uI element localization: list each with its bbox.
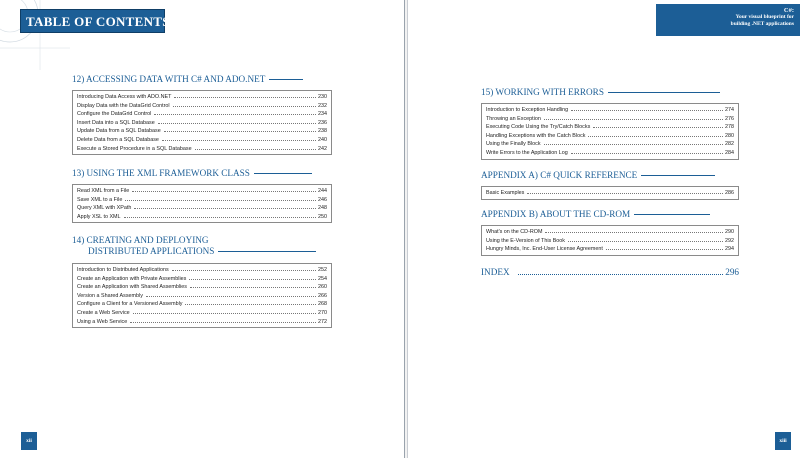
toc-entry[interactable]: Introducing Data Access with ADO.NET 230 [77, 94, 327, 100]
toc-entry[interactable]: Using a Web Service 272 [77, 318, 327, 325]
toc-entry[interactable]: Configure a Client for a Versioned Assembly 268 [77, 301, 327, 308]
entry-box [72, 90, 332, 155]
entry-box [481, 103, 739, 160]
toc-entry[interactable]: Executing Code Using the Try/Catch Blocks 278 [486, 124, 734, 131]
section-appendix-b [481, 209, 739, 256]
entry-box [481, 225, 739, 256]
section-heading: 14) CREATING AND DEPLOYING DISTRIBUTED APPLICATIONS [72, 235, 332, 260]
toc-entry[interactable]: Using the Finally Block 282 [486, 141, 734, 148]
toc-entry[interactable]: Display Data with the DataGrid Control 232 [77, 102, 327, 109]
toc-entry[interactable]: Insert Data into a SQL Database 236 [77, 119, 327, 126]
toc-entry[interactable]: Introduction to Distributed Applications 252 [77, 267, 327, 273]
section-heading: 13) USING THE XML FRAMEWORK CLASS [72, 168, 332, 181]
index-page: 296 [725, 267, 739, 277]
toc-entry[interactable]: Query XML with XPath 248 [77, 205, 327, 212]
entry-box [72, 184, 332, 223]
toc-entry[interactable]: Apply XSL to XML 250 [77, 213, 327, 220]
heading-rule [218, 251, 316, 252]
toc-entry[interactable]: Configure the DataGrid Control 234 [77, 111, 327, 118]
toc-entry[interactable]: Create a Web Service 270 [77, 309, 327, 316]
toc-entry[interactable]: Create an Application with Private Assemblies 254 [77, 275, 327, 282]
index-entry[interactable] [481, 267, 739, 277]
toc-title: TABLE OF CONTENTS [26, 14, 170, 29]
section-chapter-14 [72, 235, 332, 328]
toc-entry[interactable]: Update Data from a SQL Database 238 [77, 128, 327, 135]
index-leader [518, 274, 724, 275]
section-heading: 12) ACCESSING DATA WITH C# AND ADO.NET [72, 74, 332, 87]
toc-entry[interactable]: What's on the CD-ROM 290 [486, 229, 734, 235]
heading-rule [641, 175, 715, 176]
heading-rule [269, 79, 303, 80]
toc-entry[interactable]: Version a Shared Assembly 266 [77, 292, 327, 299]
toc-entry[interactable]: Basic Examples 286 [486, 190, 734, 196]
toc-banner [20, 9, 170, 33]
section-heading: APPENDIX B) ABOUT THE CD-ROM [481, 209, 739, 222]
section-chapter-13 [72, 168, 332, 223]
toc-entry[interactable]: Introduction to Exception Handling 274 [486, 107, 734, 113]
toc-entry[interactable]: Throwing an Exception 276 [486, 115, 734, 122]
entry-box [481, 186, 739, 200]
heading-rule [254, 173, 312, 174]
heading-rule [608, 92, 720, 93]
section-chapter-12 [72, 74, 332, 155]
section-heading: APPENDIX A) C# QUICK REFERENCE [481, 170, 739, 183]
heading-rule [634, 214, 710, 215]
toc-entry[interactable]: Save XML to a File 246 [77, 196, 327, 203]
section-heading: 15) WORKING WITH ERRORS [481, 87, 739, 100]
toc-entry[interactable]: Handling Exceptions with the Catch Block 280 [486, 132, 734, 139]
book-title-badge: C#: Your visual blueprint for building .NET applications [656, 4, 800, 36]
toc-entry[interactable]: Hungry Minds, Inc. End-User License Agreement 294 [486, 246, 734, 253]
left-page [0, 0, 404, 458]
section-chapter-15 [481, 87, 739, 160]
toc-entry[interactable]: Read XML from a File 244 [77, 188, 327, 194]
toc-entry[interactable]: Delete Data from a SQL Database 240 [77, 136, 327, 143]
section-appendix-a [481, 170, 739, 200]
toc-entry[interactable]: Create an Application with Shared Assemblies 260 [77, 284, 327, 291]
toc-entry[interactable]: Using the E-Version of This Book 292 [486, 237, 734, 244]
toc-entry[interactable]: Write Errors to the Application Log 284 [486, 149, 734, 156]
page-number-right: xiii [775, 432, 791, 450]
entry-box [72, 263, 332, 328]
index-label: INDEX [481, 267, 510, 277]
page-number-left: xii [21, 432, 37, 450]
toc-entry[interactable]: Execute a Stored Procedure in a SQL Database 242 [77, 145, 327, 152]
